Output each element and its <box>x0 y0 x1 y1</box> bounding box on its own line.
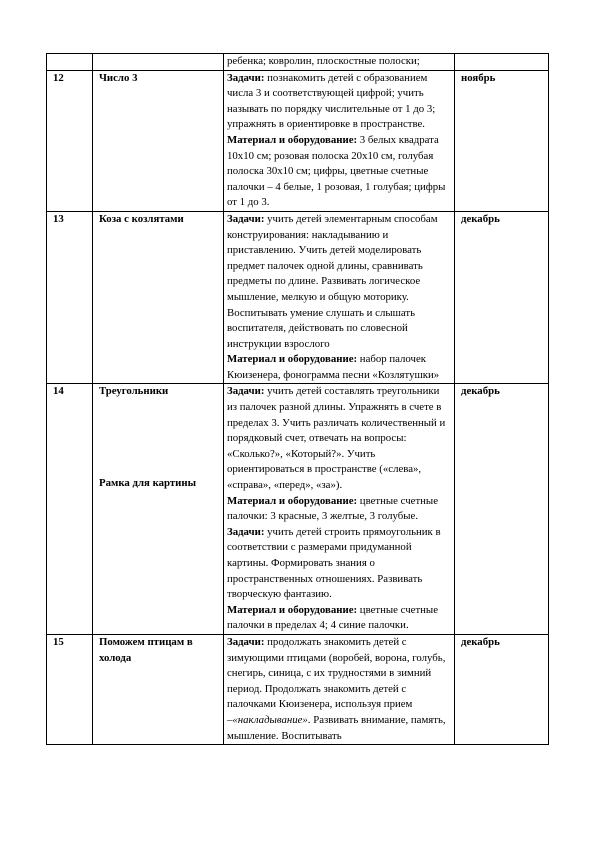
table-row <box>47 211 549 384</box>
row-number: 15 <box>47 634 93 744</box>
row-number: 14 <box>47 384 93 635</box>
title-cell <box>93 54 224 71</box>
tasks-label: Задачи: <box>227 385 265 398</box>
num-cell <box>47 54 93 71</box>
lesson-content <box>224 70 455 211</box>
tasks-text: познакомить детей с образованием числа 3 и соответствующей цифрой; учить называть по порядку числительные от 1 до 3; упражнять в ориентировке в пространстве. <box>227 71 436 131</box>
row-number: 13 <box>47 211 93 384</box>
tasks-text: продолжать знакомить детей с зимующими птицами (воробей, ворона, голубь, снегирь, синица, с их трудностями в зимний период. Продолжать знакомить детей с палочками Кюизенера, используя прием – <box>227 635 446 726</box>
materials-text-secondary: цветные счетные палочки в пределах 4; 4 синие палочки. <box>227 603 438 632</box>
lesson-plan-table <box>46 53 549 745</box>
lesson-content <box>224 211 455 384</box>
lesson-title-secondary: Рамка для картины <box>99 477 197 490</box>
materials-text: цветные счетные палочки: 3 красные, 3 желтые, 3 голубые. <box>227 494 438 523</box>
tasks-text: учить детей элементарным способам конструирования: накладыванию и приставлению. Учить детей моделировать предмет палочек одной длины, сравнивать предметы по длине. Развивать логическое мышление, мелкую и общую моторику. Воспитывать умение слушать и слышать воспитателя, действовать по словесной инструкции взрослого <box>227 212 438 350</box>
tasks-text: учить детей составлять треугольники из палочек разной длины. Упражнять в счете в пределах 3. Учить различать количественный и порядковый счет, отвечать на вопросы: «Сколько?», «Который?». Учить ориентироваться в пространстве («слева», «справа», «перед», «за»). <box>227 385 446 492</box>
materials-label: Материал и оборудование: <box>227 494 358 507</box>
tasks-label: Задачи: <box>227 525 265 538</box>
tasks-label: Задачи: <box>227 635 265 648</box>
materials-text: 3 белых квадрата 10х10 см; розовая полоска 20х10 см, голубая полоска 30х10 см; цифры, цветные счетные палочки – 4 белые, 1 розовая, 1 голубая; цифры от 1 до 3. <box>227 133 446 209</box>
tasks-label: Задачи: <box>227 71 265 84</box>
table-row <box>47 634 549 744</box>
table-row <box>47 54 549 71</box>
tasks-italic-term: «накладывание» <box>232 713 308 726</box>
lesson-content <box>224 634 455 744</box>
lesson-title: Поможем птицам в холода <box>93 634 224 744</box>
materials-label: Материал и оборудование: <box>227 353 358 366</box>
tasks-text-end: . Развивать внимание, память, мышление. Воспитывать <box>227 713 446 742</box>
lesson-title: Число 3 <box>93 70 224 211</box>
lesson-month: декабрь <box>455 211 549 384</box>
lesson-title: Треугольники <box>99 385 169 398</box>
materials-text: набор палочек Кюизенера, фонограмма песни «Козлятушки» <box>227 353 440 381</box>
continuation-text: ребенка; ковролин, плоскостные полоски; <box>224 54 455 71</box>
spacer <box>99 400 219 476</box>
materials-label: Материал и оборудование: <box>227 133 358 146</box>
tasks-text-secondary: учить детей строить прямоугольник в соответствии с размерами придуманной картины. Формировать знания о пространственных отношениях. Развивать творческую фантазию. <box>227 525 441 601</box>
materials-label: Материал и оборудование: <box>227 603 358 616</box>
row-number: 12 <box>47 70 93 211</box>
lesson-month: декабрь <box>455 384 549 635</box>
month-cell <box>455 54 549 71</box>
lesson-content <box>224 384 455 635</box>
lesson-month: декабрь <box>455 634 549 744</box>
lesson-month: ноябрь <box>455 70 549 211</box>
lesson-title-cell <box>93 384 224 635</box>
table-row <box>47 384 549 635</box>
table-row <box>47 70 549 211</box>
tasks-label: Задачи: <box>227 212 265 225</box>
lesson-title: Коза с козлятами <box>93 211 224 384</box>
